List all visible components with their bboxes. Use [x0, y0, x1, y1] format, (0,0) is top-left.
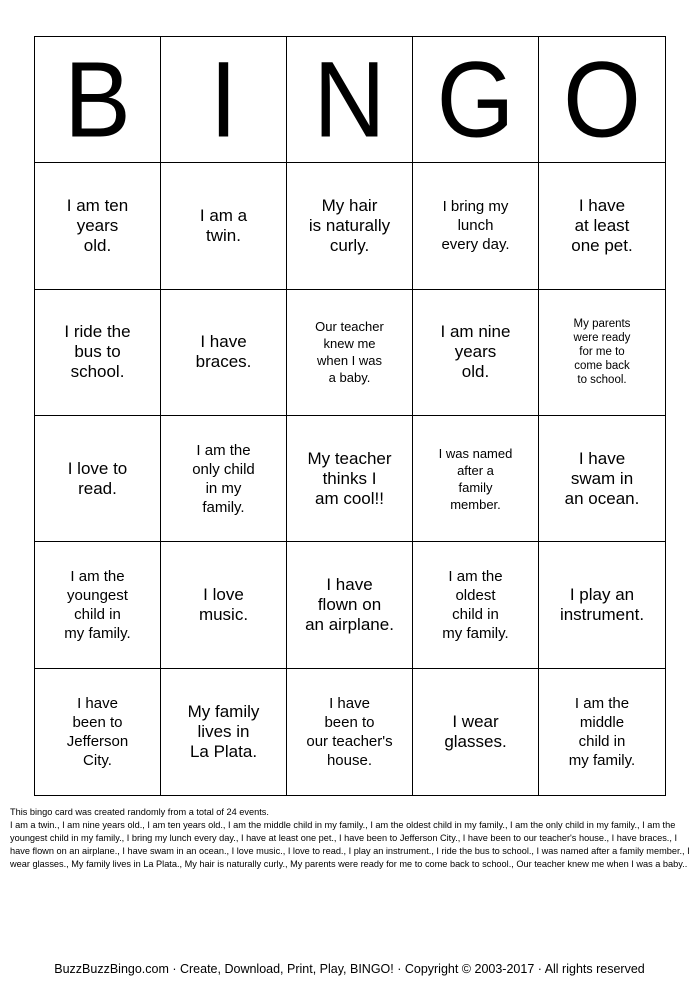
header-letter-b — [35, 37, 161, 163]
header-letter: O — [563, 39, 641, 161]
bingo-cell — [161, 669, 287, 795]
cell-text: My family lives in La Plata. — [187, 701, 260, 761]
cell-text: My hair is naturally curly. — [308, 195, 391, 255]
bingo-cell — [287, 290, 413, 416]
header-letter-n — [287, 37, 413, 163]
cell-text: I am ten years old. — [66, 195, 129, 255]
cell-text: I love to read. — [67, 458, 128, 498]
bingo-cell — [539, 416, 665, 542]
cell-text: I am a twin. — [199, 205, 248, 245]
cell-text: I am the only child in my family. — [192, 441, 255, 516]
header-letter: B — [64, 39, 131, 161]
cell-text: I wear glasses. — [444, 711, 507, 751]
cell-text: I have at least one pet. — [571, 195, 633, 255]
cell-text: I ride the bus to school. — [64, 322, 131, 382]
bingo-cell — [539, 669, 665, 795]
cell-text: My parents were ready for me to come back to school. — [573, 318, 631, 387]
bingo-cell — [413, 669, 539, 795]
cell-text: I have braces. — [195, 332, 252, 372]
bingo-cell — [413, 416, 539, 542]
bingo-cell — [539, 163, 665, 289]
bingo-cell — [539, 290, 665, 416]
bingo-cell — [161, 290, 287, 416]
cell-text: I am nine years old. — [440, 322, 511, 382]
cell-text: I am the youngest child in my family. — [64, 567, 131, 642]
cell-text: I have been to our teacher's house. — [306, 694, 393, 769]
header-letter-i — [161, 37, 287, 163]
bingo-cell — [35, 669, 161, 795]
bingo-cell — [287, 416, 413, 542]
cell-text: I bring my lunch every day. — [441, 198, 510, 254]
bingo-cell — [161, 542, 287, 668]
card-info — [10, 806, 690, 871]
bingo-cell — [287, 542, 413, 668]
cell-text: I am the oldest child in my family. — [442, 567, 509, 642]
bingo-cell — [161, 163, 287, 289]
header-letter: I — [209, 39, 238, 161]
bingo-cell — [35, 416, 161, 542]
bingo-cell — [161, 416, 287, 542]
bingo-cell — [413, 542, 539, 668]
cell-text: I love music. — [198, 584, 249, 624]
cell-text: I play an instrument. — [559, 584, 645, 624]
cell-text: I have flown on an airplane. — [305, 574, 394, 634]
bingo-cell — [287, 163, 413, 289]
bingo-cell — [539, 542, 665, 668]
header-letter-g — [413, 37, 539, 163]
header-letter: N — [313, 39, 386, 161]
bingo-card — [34, 36, 666, 796]
bingo-cell — [287, 669, 413, 795]
info-summary: This bingo card was created randomly from a total of 24 events. — [10, 807, 269, 817]
bingo-cell — [35, 542, 161, 668]
footer-copyright: BuzzBuzzBingo.com · Create, Download, Print, Play, BINGO! · Copyright © 2003-2017 · All rights reserved — [54, 962, 645, 976]
cell-text: Our teacher knew me when I was a baby. — [315, 319, 384, 386]
cell-text: My teacher thinks I am cool!! — [307, 448, 392, 508]
bingo-cell — [413, 163, 539, 289]
bingo-cell — [35, 290, 161, 416]
cell-text: I was named after a family member. — [438, 445, 513, 512]
header-letter-o — [539, 37, 665, 163]
cell-text: I have been to Jefferson City. — [66, 694, 129, 769]
bingo-cell — [413, 290, 539, 416]
cell-text: I am the middle child in my family. — [568, 694, 636, 769]
bingo-cell — [35, 163, 161, 289]
header-letter: G — [436, 39, 515, 161]
cell-text: I have swam in an ocean. — [564, 448, 640, 508]
info-events-list: I am a twin., I am nine years old., I am ten years old., I am the middle child in my family., I am the oldest child in my family., I am the only child in my family., I am the youngest child in my family., I bring my lunch every day., I have at least one pet., I have been to Jefferson City., I have been to our teacher's house., I have braces., I have flown on an airplane., I have swam in an ocean., I love music., I love to read., I play an instrument., I ride the bus to school., I was named after a family member., I wear glasses., My family lives in La Plata., My hair is naturally curly., My parents were ready for me to come back to school., Our teacher knew me when I was a baby.. — [10, 820, 690, 869]
